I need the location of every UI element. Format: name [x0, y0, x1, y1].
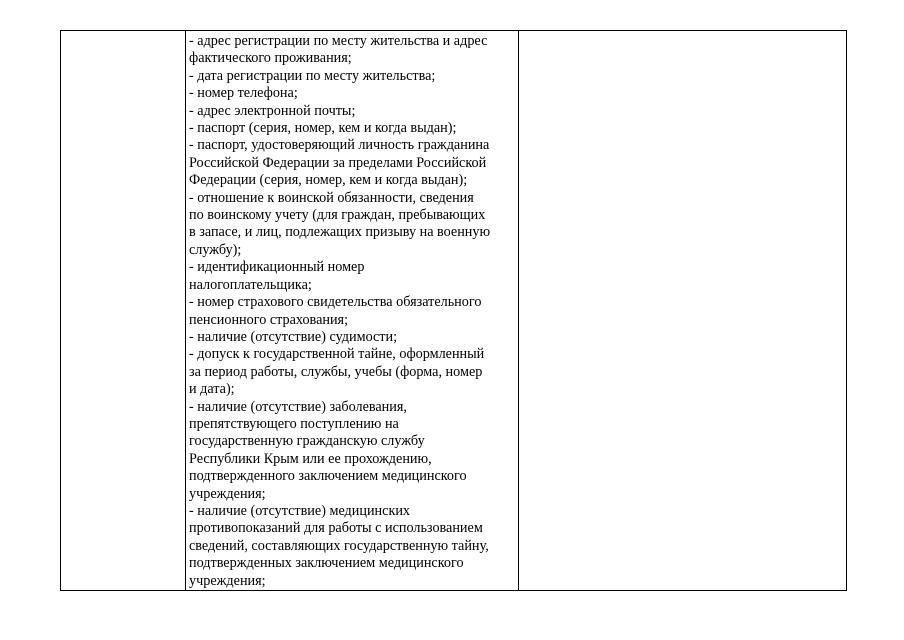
right-cell-text [519, 31, 846, 33]
text-line: препятствующего поступлению на [189, 415, 399, 432]
text-line: - адрес электронной почты; [189, 102, 356, 119]
text-line: - номер телефона; [189, 85, 298, 102]
text-line: учреждения; [189, 572, 266, 589]
text-line: - наличие (отсутствие) заболевания, [189, 398, 407, 415]
text-line: и дата); [189, 381, 235, 398]
text-line: противопоказаний для работы с использованием [189, 520, 483, 537]
text-line: учреждения; [189, 485, 266, 502]
table-cell-middle [186, 31, 519, 591]
text-line: - наличие (отсутствие) судимости; [189, 328, 398, 345]
text-line: - идентификационный номер [189, 259, 365, 276]
text-line: сведений, составляющих государственную тайну, [189, 537, 489, 554]
table-row [61, 31, 847, 591]
left-cell-text [61, 31, 185, 33]
text-line: - наличие (отсутствие) медицинских [189, 502, 411, 519]
document-table [60, 30, 847, 591]
text-line: в запасе, и лиц, подлежащих призыву на военную [189, 224, 491, 241]
text-line: подтвержденного заключением медицинского [189, 468, 467, 485]
text-line: - номер страхового свидетельства обязательного [189, 294, 482, 311]
text-line: - допуск к государственной тайне, оформленный [189, 346, 485, 363]
table-cell-left [61, 31, 186, 591]
text-line: по воинскому учету (для граждан, пребывающих [189, 207, 486, 224]
text-line: - адрес регистрации по месту жительства и адрес [189, 33, 488, 49]
text-line: Федерации (серия, номер, кем и когда выдан); [189, 172, 468, 189]
text-line: - отношение к воинской обязанности, сведения [189, 189, 474, 206]
text-line: - дата регистрации по месту жительства; [189, 67, 436, 84]
text-line: - паспорт (серия, номер, кем и когда выдан); [189, 120, 457, 137]
text-line: фактического проживания; [189, 50, 352, 67]
table-cell-right [519, 31, 847, 591]
text-line: налогоплательщика; [189, 276, 312, 293]
text-line: - паспорт, удостоверяющий личность гражданина [189, 137, 490, 154]
text-line: государственную гражданскую службу [189, 433, 425, 450]
text-line: за период работы, службы, учебы (форма, номер [189, 363, 483, 380]
text-line: Российской Федерации за пределами Российской [189, 154, 487, 171]
middle-cell-text [186, 31, 518, 590]
text-line: пенсионного страхования; [189, 311, 349, 328]
text-line: Республики Крым или ее прохождению, [189, 450, 432, 467]
text-line: службу); [189, 241, 242, 258]
text-line: подтвержденных заключением медицинского [189, 555, 464, 572]
